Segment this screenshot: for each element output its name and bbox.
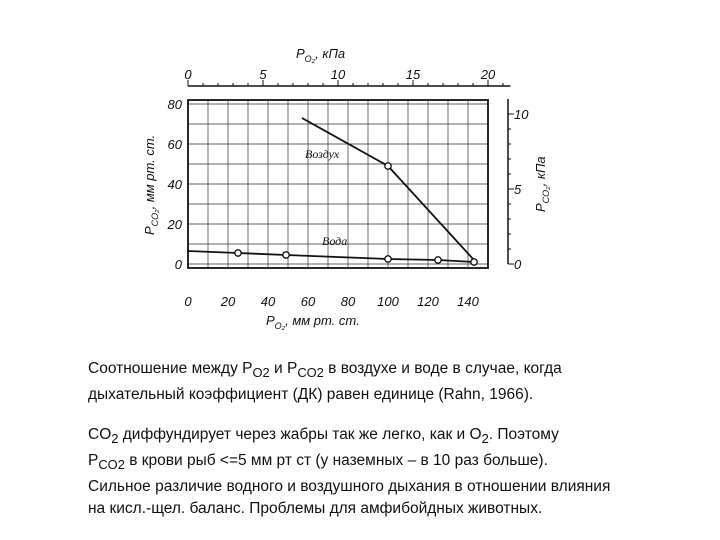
data-point-water: [435, 257, 441, 263]
data-point-water: [235, 250, 241, 256]
top-tick-label: 15: [405, 67, 421, 82]
bottom-tick-label: 140: [457, 294, 479, 309]
bottom-tick-label: 100: [377, 294, 399, 309]
left-tick-label: 0: [174, 257, 182, 272]
left-tick-label: 40: [167, 177, 182, 192]
bottom-tick-label: 20: [220, 294, 236, 309]
data-point-water: [283, 252, 289, 258]
data-point-water: [471, 259, 477, 265]
right-tick-label: 10: [514, 107, 529, 122]
bottom-tick-label: 40: [260, 294, 276, 309]
left-axis-ticks: [167, 97, 183, 272]
left-tick-label: 20: [167, 217, 182, 232]
right-tick-label: 5: [514, 182, 522, 197]
top-tick-label: 20: [480, 67, 496, 82]
data-point-water: [385, 256, 391, 262]
bottom-tick-label: 120: [417, 294, 439, 309]
data-point-air: [385, 163, 391, 169]
bottom-tick-label: 80: [340, 294, 356, 309]
top-tick-label: 10: [330, 67, 346, 82]
right-axis-ticks: [508, 107, 529, 272]
top-axis-label: $P_{O_2}$, кПа: [296, 46, 346, 64]
top-axis-ticks: [184, 67, 503, 86]
figure-caption: [88, 358, 708, 520]
top-tick-label: 0: [184, 67, 192, 82]
bottom-axis-label: $P_{O_2}$, мм рт. ст.: [266, 313, 360, 331]
caption-paragraph-2: $CO_2$ диффундирует через жабры так же легко, как и $O_2$. Поэтому $P_{CO2}$ в крови рыб <=5 мм рт ст (у наземных – в 10 раз больше). Сильное различие водного и воздушного дыхания в отношении влияния на кисл.-щел. баланс. Проблемы для амфибойдных животных.: [88, 426, 611, 518]
series-label-air: Воздух: [305, 147, 340, 161]
caption-paragraph-1: Соотношение между $P_{O2}$ и $P_{CO2}$ в воздухе и воде в случае, когда дыхательный коэффициент (ДК) равен единице (Rahn, 1966).: [88, 360, 562, 404]
bottom-axis-ticks: [184, 294, 479, 309]
bottom-tick-label: 60: [300, 294, 316, 309]
series-line-water: [188, 251, 474, 262]
series-label-water: Вода: [322, 234, 348, 248]
right-tick-label: 0: [514, 257, 522, 272]
top-tick-label: 5: [259, 67, 267, 82]
right-axis-label: $P_{CO_2}$, кПа: [533, 156, 551, 212]
bottom-tick-label: 0: [184, 294, 192, 309]
left-tick-label: 60: [167, 137, 182, 152]
left-axis-label: $P_{CO_2}$, мм рт. ст.: [142, 134, 160, 235]
left-tick-label: 80: [167, 97, 182, 112]
